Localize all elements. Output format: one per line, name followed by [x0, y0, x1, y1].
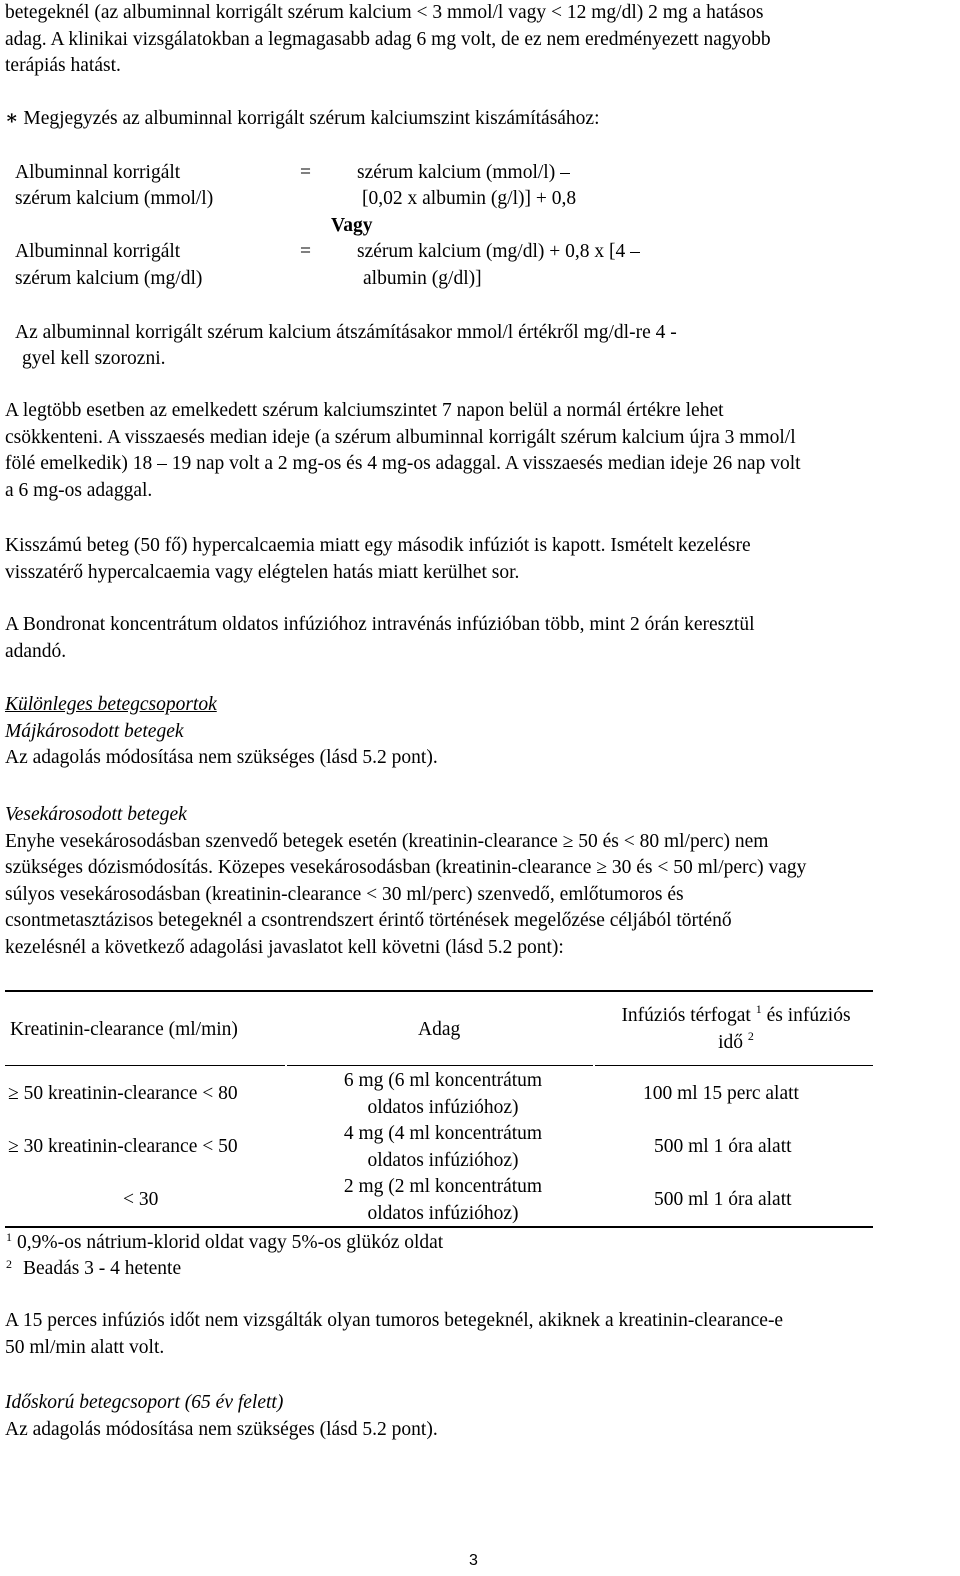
section-heading: Különleges betegcsoportok	[5, 694, 217, 715]
table-cell-clearance: ≥ 30 kreatinin-clearance < 50	[8, 1136, 238, 1157]
elderly-section	[5, 1390, 438, 1443]
text-line: A Bondronat koncentrátum oldatos infúzióhoz intravénás infúzióban több, mint 2 órán keresztül	[5, 614, 755, 635]
table-cell-volume: 500 ml 1 óra alatt	[654, 1136, 792, 1157]
footnote-text: Beadás 3 - 4 hetente	[23, 1258, 182, 1279]
table-cell-clearance: < 30	[123, 1189, 159, 1210]
table-header-dose: Adag	[418, 1019, 461, 1040]
formula-right: [0,02 x albumin (g/l)] + 0,8	[362, 188, 577, 209]
formula-left: szérum kalcium (mmol/l)	[15, 188, 214, 209]
table-header-rule	[5, 1065, 285, 1066]
conversion-line: Az albuminnal korrigált szérum kalcium átszámításakor mmol/l értékről mg/dl-re 4 -	[15, 322, 677, 343]
text-line: betegeknél (az albuminnal korrigált szérum kalcium < 3 mmol/l vagy < 12 mg/dl) 2 mg a hatásos	[5, 2, 764, 23]
formula-right: szérum kalcium (mmol/l) –	[357, 162, 570, 183]
footnote-ref: 1	[755, 1002, 762, 1016]
text-line: szükséges dózismódosítás. Közepes vesekárosodásban (kreatinin-clearance ≥ 30 és < 50 ml/perc) vagy	[5, 857, 807, 878]
text-line: csontmetasztázisos betegeknél a csontrendszert érintő történések megelőzése céljából történő	[5, 910, 732, 931]
text-line: A 15 perces infúziós időt nem vizsgálták olyan tumoros betegeknél, akiknek a kreatinin-clearance-e	[5, 1310, 784, 1331]
renal-section	[5, 802, 806, 961]
text-line: Kisszámú beteg (50 fő) hypercalcaemia miatt egy második infúziót is kapott. Ismételt kezelésre	[5, 535, 751, 556]
table-cell-clearance: ≥ 50 kreatinin-clearance < 80	[8, 1083, 238, 1104]
table-cell-dose: 6 mg (6 ml koncentrátum oldatos infúzióhoz)	[343, 1070, 543, 1118]
paragraph-normalization	[5, 398, 801, 504]
text-line: fölé emelkedik) 18 – 19 nap volt a 2 mg-os és 4 mg-os adaggal. A visszaesés median ideje 26 nap volt	[5, 453, 801, 474]
text-line: Az adagolás módosítása nem szükséges (lásd 5.2 pont).	[5, 1418, 438, 1440]
table-cell-dose: 2 mg (2 ml koncentrátum oldatos infúzióhoz)	[343, 1176, 543, 1224]
formula-left: Albuminnal korrigált	[15, 162, 181, 183]
text-line: 50 ml/min alatt volt.	[5, 1336, 165, 1358]
text-line: Enyhe vesekárosodásban szenvedő betegek esetén (kreatinin-clearance ≥ 50 és < 80 ml/perc) nem	[5, 830, 769, 852]
text-line: Az adagolás módosítása nem szükséges (lásd 5.2 pont).	[5, 747, 438, 768]
subsection-heading: Időskorú betegcsoport (65 év felett)	[5, 1392, 284, 1413]
formula-left: Albuminnal korrigált	[15, 241, 181, 262]
text-line: súlyos vesekárosodásban (kreatinin-clearance < 30 ml/perc) szenvedő, emlőtumoros és	[5, 883, 684, 905]
table-top-rule	[5, 990, 873, 992]
text-line: adag. A klinikai vizsgálatokban a legmagasabb adag 6 mg volt, de ez nem eredményezett nagyobb	[5, 28, 771, 50]
paragraph-infusion-time	[5, 1308, 783, 1361]
paragraph-second-infusion	[5, 533, 751, 586]
formula-right: albumin (g/dl)]	[363, 268, 482, 289]
paragraph-administration	[5, 612, 754, 665]
text-line: csökkenteni. A visszaesés median ideje (a szérum albuminnal korrigált szérum kalcium újra 3 mmol/l	[5, 426, 796, 448]
subsection-heading: Vesekárosodott betegek	[5, 804, 187, 825]
text-line: terápiás hatást.	[5, 55, 121, 76]
text-line: adandó.	[5, 640, 67, 662]
table-cell-volume: 100 ml 15 perc alatt	[643, 1083, 799, 1104]
formula-or: Vagy	[331, 215, 373, 236]
table-header-rule	[595, 1065, 873, 1066]
table-header-clearance: Kreatinin-clearance (ml/min)	[10, 1019, 238, 1040]
intro-paragraph	[5, 0, 771, 80]
formula-equals: =	[300, 241, 311, 262]
conversion-line: gyel kell szorozni.	[22, 348, 166, 369]
formula-equals: =	[300, 162, 311, 183]
text-line: visszatérő hypercalcaemia vagy elégtelen hatás miatt kerülhet sor.	[5, 561, 520, 583]
table-header-volume: Infúziós térfogat $^1$ és infúziós idő $^2$	[621, 1002, 851, 1053]
note-title: Megjegyzés az albuminnal korrigált szérum kalciumszint kiszámításához:	[23, 108, 600, 129]
special-populations	[5, 692, 438, 772]
asterisk-icon: ∗	[5, 108, 19, 129]
footnote-marker: 1	[6, 1230, 12, 1244]
note-heading	[5, 106, 600, 133]
footnote-text: 0,9%-os nátrium-klorid oldat vagy 5%-os glükóz oldat	[17, 1232, 444, 1253]
table-cell-volume: 500 ml 1 óra alatt	[654, 1189, 792, 1210]
table-header-rule	[287, 1065, 593, 1066]
table-bottom-rule	[5, 1226, 873, 1228]
text-line: A legtöbb esetben az emelkedett szérum kalciumszintet 7 napon belül a normál értékre lehet	[5, 400, 724, 421]
subsection-heading: Májkárosodott betegek	[5, 720, 184, 742]
table-cell-dose: 4 mg (4 ml koncentrátum oldatos infúzióhoz)	[343, 1123, 543, 1171]
formula-left: szérum kalcium (mg/dl)	[15, 268, 203, 289]
footnote-marker: 2	[6, 1257, 12, 1271]
page-number: 3	[469, 1552, 478, 1569]
formula-right: szérum kalcium (mg/dl) + 0,8 x [4 –	[357, 241, 640, 262]
text-line: a 6 mg-os adaggal.	[5, 479, 153, 501]
text-line: kezelésnél a következő adagolási javaslatot kell követni (lásd 5.2 pont):	[5, 936, 564, 958]
footnote-ref: 2	[747, 1028, 754, 1043]
